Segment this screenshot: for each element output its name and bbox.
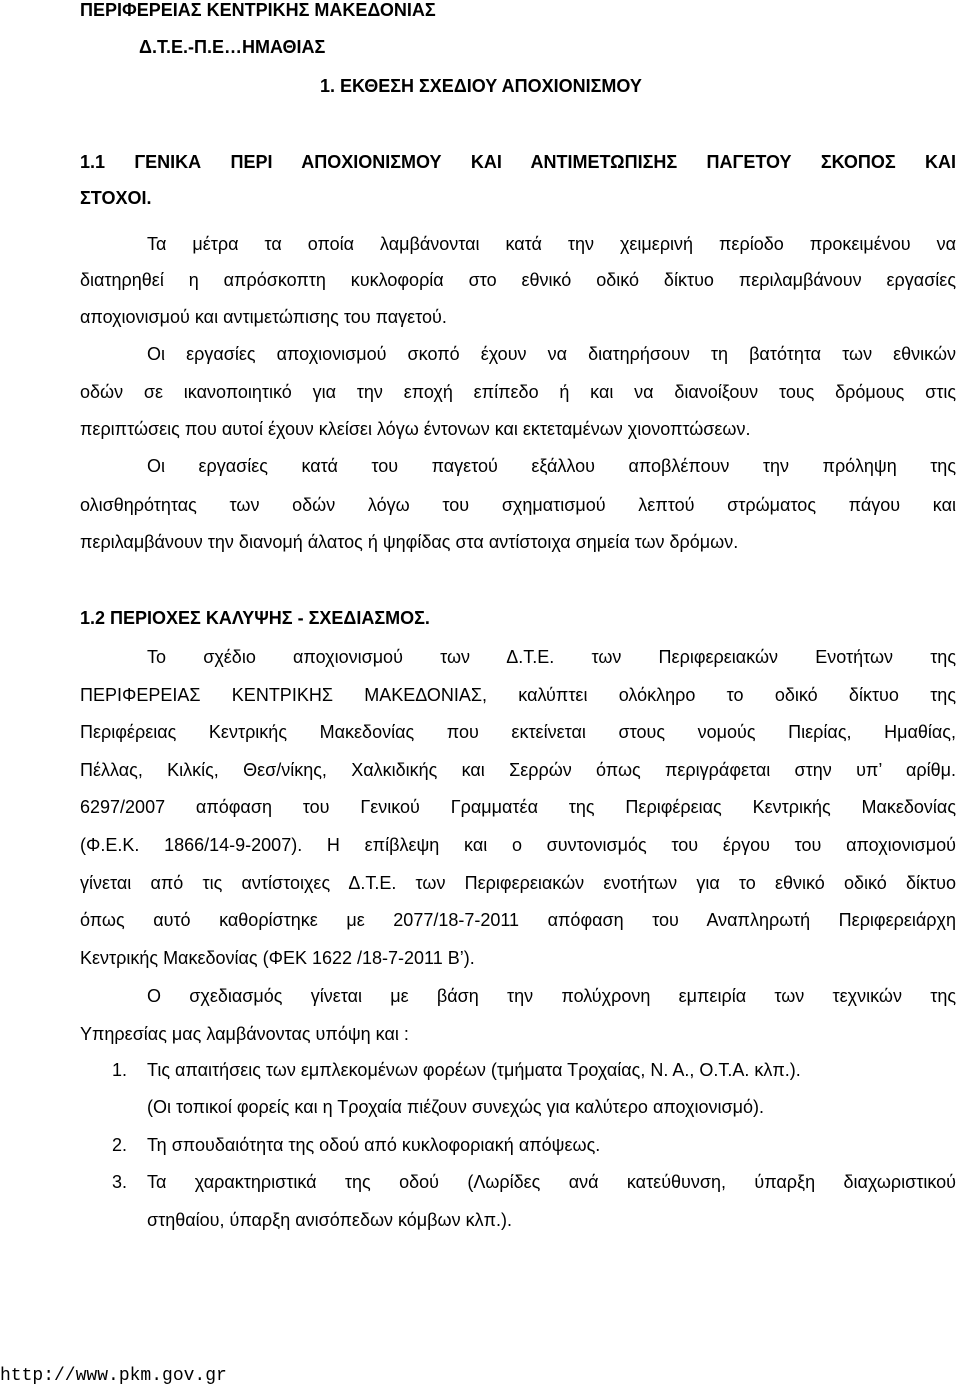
list-item-line: Τις απαιτήσεις των εμπλεκομένων φορέων (τμήματα Τροχαίας, Ν. Α., Ο.Τ.Α. κλπ.). <box>147 1060 801 1080</box>
list-item-line: στηθαίου, ύπαρξη ανισόπεδων κόμβων κλπ.). <box>147 1210 513 1230</box>
paragraph-line: Ο σχεδιασμός γίνεται με βάση την πολύχρονη εμπειρία των τεχνικών της <box>147 986 956 1006</box>
list-item-line: Τα χαρακτηριστικά της οδού (Λωρίδες ανά κατεύθυνση, ύπαρξη διαχωριστικού <box>147 1172 956 1192</box>
paragraph-line: Οι εργασίες αποχιονισμού σκοπό έχουν να διατηρήσουν τη βατότητα των εθνικών <box>147 344 956 364</box>
header-unit: Δ.Τ.Ε.-Π.Ε…ΗΜΑΘΙΑΣ <box>139 37 326 57</box>
section-1-heading: 1.1 ΓΕΝΙΚΑ ΠΕΡΙ ΑΠΟΧΙΟΝΙΣΜΟΥ ΚΑΙ ΑΝΤΙΜΕΤΩΠΙΣΗΣ ΠΑΓΕΤΟΥ ΣΚΟΠΟΣ ΚΑΙ <box>80 152 956 172</box>
list-item-line: (Οι τοπικοί φορείς και η Τροχαία πιέζουν συνεχώς για καλύτερο αποχιονισμό). <box>147 1097 764 1117</box>
footer-url[interactable]: http://www.pkm.gov.gr <box>0 1366 227 1386</box>
paragraph-line: γίνεται από τις αντίστοιχες Δ.Τ.Ε. των Περιφερειακών ενοτήτων για το εθνικό οδικό δίκτυο <box>80 873 956 893</box>
list-item-line: Τη σπουδαιότητα της οδού από κυκλοφοριακή απόψεως. <box>147 1135 601 1155</box>
list-number: 1. <box>112 1060 128 1080</box>
paragraph-line: Οι εργασίες κατά του παγετού εξάλλου αποβλέπουν την πρόληψη της <box>147 456 956 476</box>
paragraph-line: όπως αυτό καθορίστηκε με 2077/18-7-2011 απόφαση του Αναπληρωτή Περιφερειάρχη <box>80 910 956 930</box>
paragraph-line: ολισθηρότητας των οδών λόγω του σχηματισμού λεπτού στρώματος πάγου και <box>80 495 956 515</box>
paragraph-line: Πέλλας, Κιλκίς, Θεσ/νίκης, Χαλκιδικής και Σερρών όπως περιγράφεται στην υπ’ αρίθμ. <box>80 760 956 780</box>
paragraph-line: Περιφέρειας Κεντρικής Μακεδονίας που εκτείνεται στους νομούς Πιερίας, Ημαθίας, <box>80 722 956 742</box>
paragraph-line: αποχιονισμού και αντιμετώπισης του παγετού. <box>80 307 447 327</box>
paragraph-line: ΠΕΡΙΦΕΡΕΙΑΣ ΚΕΝΤΡΙΚΗΣ ΜΑΚΕΔΟΝΙΑΣ, καλύπτει ολόκληρο το οδικό δίκτυο της <box>80 685 956 705</box>
list-number: 3. <box>112 1172 128 1192</box>
paragraph-line: (Φ.Ε.Κ. 1866/14-9-2007). Η επίβλεψη και ο συντονισμός του έργου του αποχιονισμού <box>80 835 956 855</box>
section-2-heading: 1.2 ΠΕΡΙΟΧΕΣ ΚΑΛΥΨΗΣ - ΣΧΕΔΙΑΣΜΟΣ. <box>80 608 430 628</box>
section-1-heading-cont: ΣΤΟΧΟΙ. <box>80 188 152 208</box>
list-number: 2. <box>112 1135 128 1155</box>
paragraph-line: Κεντρικής Μακεδονίας (ΦΕΚ 1622 /18-7-2011 Β’). <box>80 948 475 968</box>
paragraph-line: περιπτώσεις που αυτοί έχουν κλείσει λόγω έντονων και εκτεταμένων χιονοπτώσεων. <box>80 419 751 439</box>
paragraph-line: 6297/2007 απόφαση του Γενικού Γραμματέα της Περιφέρειας Κεντρικής Μακεδονίας <box>80 797 956 817</box>
paragraph-line: περιλαμβάνουν την διανομή άλατος ή ψηφίδας στα αντίστοιχα σημεία των δρόμων. <box>80 532 739 552</box>
paragraph-line: διατηρηθεί η απρόσκοπτη κυκλοφορία στο εθνικό οδικό δίκτυο περιλαμβάνουν εργασίες <box>80 270 956 290</box>
paragraph-line: οδών σε ικανοποιητικό για την εποχή επίπεδο ή και να διανοίξουν τους δρόμους στις <box>80 382 956 402</box>
paragraph-line: Υπηρεσίας μας λαμβάνοντας υπόψη και : <box>80 1024 409 1044</box>
paragraph-line: Το σχέδιο αποχιονισμού των Δ.Τ.Ε. των Περιφερειακών Ενοτήτων της <box>147 647 956 667</box>
report-title: 1. ΕΚΘΕΣΗ ΣΧΕΔΙΟΥ ΑΠΟΧΙΟΝΙΣΜΟΥ <box>320 76 642 96</box>
paragraph-line: Τα μέτρα τα οποία λαμβάνονται κατά την χειμερινή περίοδο προκειμένου να <box>147 234 956 254</box>
header-region: ΠΕΡΙΦΕΡΕΙΑΣ ΚΕΝΤΡΙΚΗΣ ΜΑΚΕΔΟΝΙΑΣ <box>80 0 436 20</box>
